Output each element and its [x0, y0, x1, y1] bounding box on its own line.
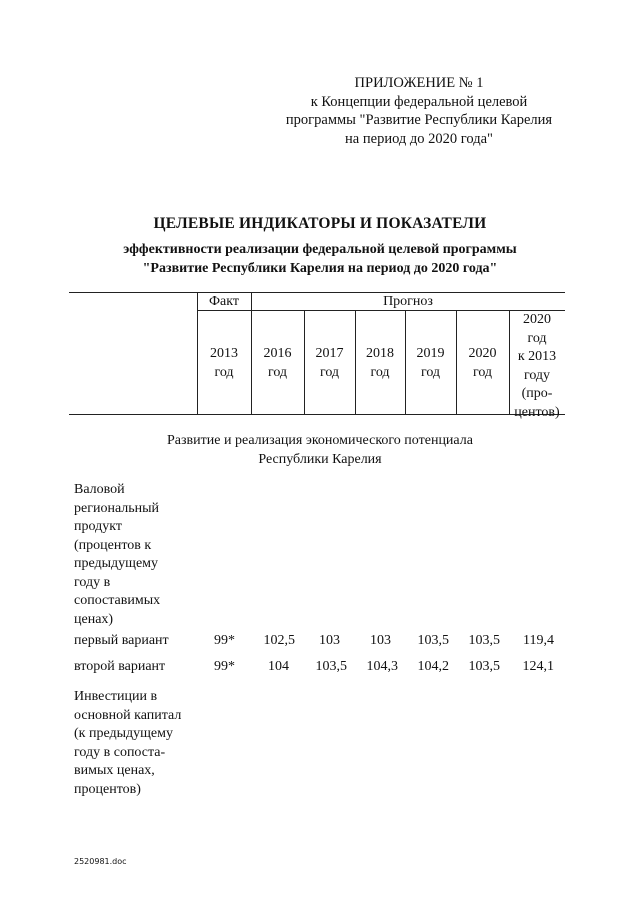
subtitle-line: "Развитие Республики Карелия на период до 2020 года": [142, 261, 498, 276]
appendix-line: на период до 2020 года": [345, 130, 493, 147]
label-line: Инвестиции в: [74, 689, 158, 704]
cell-value: 102,5: [263, 633, 295, 648]
header-column-2020-vs-2013: [509, 311, 565, 422]
table-header-bottom-border: [69, 414, 565, 415]
cell-value: 103,5: [417, 633, 449, 648]
section-heading: [0, 432, 640, 469]
appendix-line: программы "Развитие Республики Карелия: [285, 112, 553, 128]
section-line: Республики Карелия: [258, 451, 382, 467]
document-subtitle: [0, 240, 640, 278]
indicator-label-investment: [74, 688, 181, 799]
header-forecast: Прогноз: [383, 294, 433, 309]
cell-value: 119,4: [523, 633, 554, 648]
label-line: продукт: [74, 519, 122, 534]
cell-value: 104,2: [417, 659, 449, 674]
header-line: центов): [514, 404, 560, 420]
header-line: году: [523, 367, 551, 383]
header-year: 2016: [263, 346, 292, 361]
header-year: 2020: [468, 346, 497, 361]
label-line: ценах): [74, 611, 114, 627]
header-column-2017: [304, 345, 355, 382]
label-line: региональный: [74, 500, 160, 516]
cell-value: 99*: [214, 659, 235, 674]
header-year: 2018: [366, 346, 394, 361]
header-unit: год: [267, 364, 288, 380]
row-label: первый вариант: [74, 633, 169, 648]
label-line: году в сопоста-: [74, 744, 166, 760]
header-year: 2017: [315, 346, 344, 361]
header-column-2018: [355, 345, 405, 382]
cell-value: 103: [319, 633, 340, 648]
header-line: к 2013: [517, 349, 557, 364]
cell-value: 103: [370, 633, 391, 648]
cell-value: 104,3: [366, 659, 398, 674]
subtitle-line: эффективности реализации федеральной целевой программы: [123, 242, 517, 257]
header-column-2019: [405, 345, 456, 382]
cell-value: 103,5: [315, 659, 347, 674]
header-unit: год: [214, 364, 234, 380]
header-column-2016: [251, 345, 304, 382]
header-unit: год: [319, 364, 340, 380]
label-line: (к предыдущему: [74, 726, 173, 741]
document-title: ЦЕЛЕВЫЕ ИНДИКАТОРЫ И ПОКАЗАТЕЛИ: [153, 215, 487, 232]
header-year: 2013: [210, 346, 238, 361]
label-line: (процентов к: [74, 537, 152, 553]
cell-value: 104: [268, 659, 289, 674]
section-line: Развитие и реализация экономического потенциала: [167, 433, 473, 448]
row-label: второй вариант: [74, 659, 166, 674]
footer-filename: 2520981.doc: [74, 857, 127, 866]
header-line: 2020: [523, 312, 551, 327]
label-line: году в: [74, 574, 111, 590]
cell-value: 124,1: [522, 659, 554, 674]
header-fact: Факт: [208, 294, 239, 309]
header-year: 2019: [416, 346, 445, 361]
header-column-2020: [456, 345, 509, 382]
label-line: основной капитал: [74, 707, 182, 723]
label-line: Валовой: [74, 482, 125, 497]
appendix-line: к Концепции федеральной целевой: [310, 93, 528, 110]
cell-value: 99*: [214, 633, 235, 648]
cell-value: 103,5: [468, 659, 500, 674]
label-line: предыдущему: [74, 556, 159, 571]
appendix-title: ПРИЛОЖЕНИЕ № 1: [354, 75, 484, 91]
header-unit: год: [370, 364, 390, 380]
header-line: год: [527, 330, 547, 346]
cell-value: 103,5: [468, 633, 500, 648]
header-unit: год: [420, 364, 441, 380]
label-line: процентов): [74, 781, 141, 797]
label-line: сопоставимых: [74, 593, 161, 608]
header-line: (про-: [521, 386, 553, 401]
indicator-label-grp: [74, 481, 160, 629]
label-line: вимых ценах,: [74, 763, 155, 778]
appendix-block: [278, 74, 560, 148]
header-column-2013: [197, 345, 251, 382]
header-unit: год: [472, 364, 493, 380]
